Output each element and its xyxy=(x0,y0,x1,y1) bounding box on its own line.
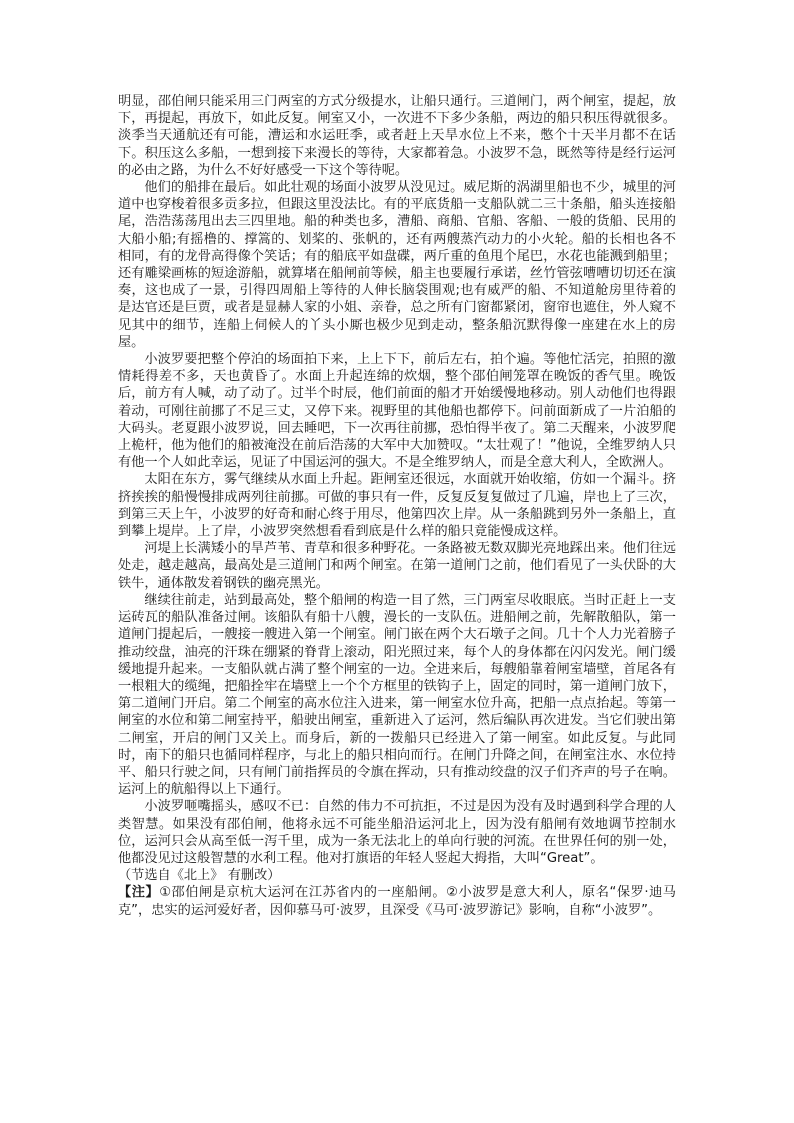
footnote-text: ①邵伯闸是京杭大运河在江苏省内的一座船闸。②小波罗是意大利人，原名“保罗·迪马克”，忠实的运河爱好者，因仰慕马可·波罗，且深受《马可·波罗游记》影响，自称“小波罗”。 xyxy=(118,885,676,918)
footnote xyxy=(118,884,676,918)
footnote-mark: 【注】 xyxy=(118,885,160,901)
source-citation: （节选自《北上》 有删改） xyxy=(118,868,281,884)
paragraph-7: 小波罗咂嘴摇头，感叹不已：自然的伟力不可抗拒，不过是因为没有及时遇到科学合理的人类智慧。如果没有邵伯闸，他将永远不可能坐船沿运河北上，因为没有船闸有效地调节控制水位，运河只会从高至低一泻千里，成为一条无法北上的单向行驶的河流。在世界任何的别一处，他都没见过这般智慧的水利工程。他对打旗语的年轻人竖起大拇指，大叫“Great”。 xyxy=(118,799,676,866)
paragraph-5: 河堤上长满矮小的旱芦苇、青草和很多种野花。一条路被无数双脚光亮地踩出来。他们往远处走，越走越高，最高处是三道闸门和两个闸室。在第一道闸门之前，他们看见了一头伏卧的大铁牛，通体散发着钢铁的幽亮黑光。 xyxy=(118,541,676,591)
paragraph-2: 他们的船排在最后。如此壮观的场面小波罗从没见过。威尼斯的涡湖里船也不少，城里的河道中也穿梭着很多贡多拉，但跟这里没法比。有的平底货船一支船队就二三十条船，船头连接船尾，浩浩荡荡甩出去三四里地。船的种类也多，漕船、商船、官船、客船、一般的货船、民用的大船小船;有摇橹的、撑篙的、划桨的、张帆的，还有两艘蒸汽动力的小火轮。船的长相也各不相同，有的龙骨高得像个笑话；有的船底平如盘碟，两斤重的鱼甩个尾巴，水花也能溅到船里；还有雕梁画栋的短途游船，就算堵在船闸前等候，船主也要履行承诺，丝竹管弦嘈嘈切切还在演奏，这也成了一景，引得四周船上等待的人伸长脑袋围观;也有威严的船、不知道舱房里待着的是达官还是巨贾，或者是显赫人家的小姐、亲眷，总之所有门窗都紧闭，窗帘也遮住，外人窥不见其中的细节，连船上伺候人的丫头小厮也极少见到走动，整条船沉默得像一座建在水上的房屋。 xyxy=(118,180,676,350)
paragraph-1: 明显，邵伯闸只能采用三门两室的方式分级提水，让船只通行。三道闸门，两个闸室，提起，放下，再提起，再放下，如此反复。闸室又小，一次进不下多少条船，两边的船只积压得就很多。淡季当天通航还有可能，漕运和水运旺季，或者赶上天旱水位上不来，憋个十天半月都不在话下。积压这么多船，一想到接下来漫长的等待，大家都着急。小波罗不急，既然等待是经行运河的必由之路，为什么不好好感受一下这个等待呢。 xyxy=(118,94,676,178)
article-page xyxy=(118,93,676,919)
paragraph-3: 小波罗要把整个停泊的场面拍下来，上上下下，前后左右，拍个遍。等他忙活完，拍照的激情耗得差不多，天也黄昏了。水面上升起连绵的炊烟，整个邵伯闸笼罩在晚饭的香气里。晚饭后，前方有人喊，动了动了。过半个时辰，他们前面的船才开始缓慢地移动。别人动他们也得跟着动，可刚往前挪了不足三丈，又停下来。视野里的其他船也都停下。问前面新成了一片泊船的大码头。老夏跟小波罗说，回去睡吧，下一次再往前挪，恐怕得半夜了。第二天醒来，小波罗爬上桅杆，他为他们的船被淹没在前后浩荡的大军中大加赞叹。“太壮观了！”他说，全维罗纳人只有他一个人如此幸运，见证了中国运河的强大。不是全维罗纳人，而是全意大利人，全欧洲人。 xyxy=(118,352,676,471)
paragraph-6: 继续往前走，站到最高处，整个船闸的构造一目了然，三门两室尽收眼底。当时正赶上一支运砖瓦的船队准备过闸。该船队有船十八艘，漫长的一支队伍。进船闸之前，先解散船队，第一道闸门提起后，一艘接一艘进入第一个闸室。闸门嵌在两个大石墩子之间。几十个人力光着膀子推动绞盘，油亮的汗珠在绷紧的脊背上滚动，阳光照过来，每个人的身体都在闪闪发光。闸门缓缓地提升起来。一支船队就占满了整个闸室的一边。全进来后，每艘船靠着闸室墙壁，首尾各有一根粗大的缆绳，把船拴牢在墙壁上一个个方框里的铁钩子上，固定的同时，第一道闸门放下，第二道闸门开启。第二个闸室的高水位注入进来，第一闸室水位升高，把船一点点抬起。等第一闸室的水位和第二闸室持平，船驶出闸室，重新进入了运河，然后编队再次进发。当它们驶出第二闸室，开启的闸门又关上。而身后，新的一拨船只已经进入了第一闸室。如此反复。与此同时，南下的船只也循同样程序，与北上的船只相向而行。在闸门升降之间，在闸室注水、水位持平、船只行驶之间，只有闸门前指挥员的令旗在挥动，只有推动绞盘的汉子们齐声的号子在响。运河上的航船得以上下通行。 xyxy=(118,592,676,798)
paragraph-4: 太阳在东方，雾气继续从水面上升起。距闸室还很远，水面就开始收缩，仿如一个漏斗。挤挤挨挨的船慢慢排成两列往前挪。可做的事只有一件，反复反复复做过了几遍，岸也上了三次，到第三天上午，小波罗的好奇和耐心终于用尽，他第四次上岸。从一条船跳到另外一条船上，直到攀上堤岸。上了岸，小波罗突然想看看到底是什么样的船只竟能慢成这样。 xyxy=(118,472,676,540)
